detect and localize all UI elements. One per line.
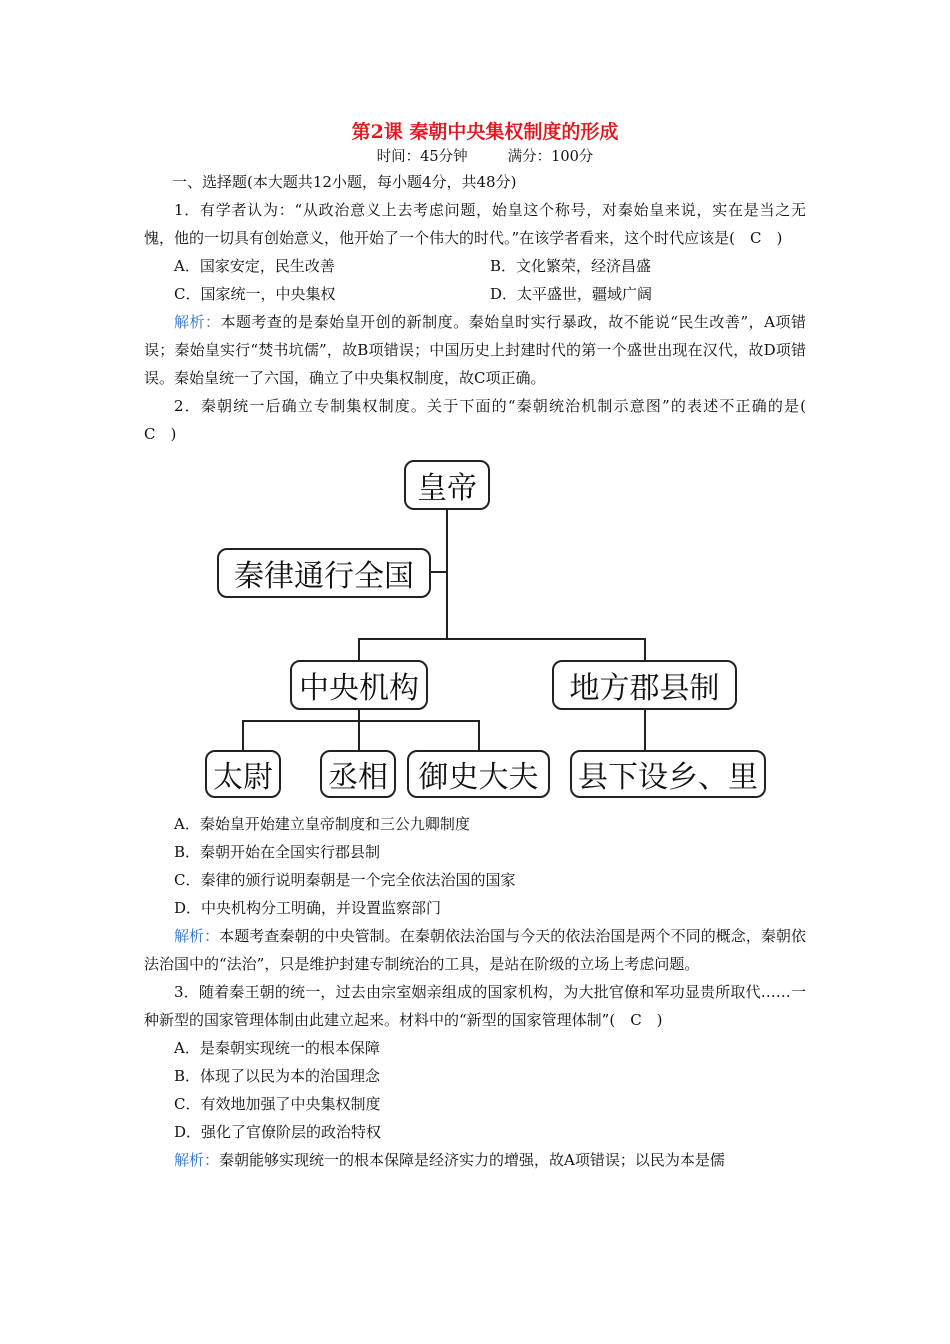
exam-time: 时间：45分钟	[376, 149, 468, 165]
q1-analysis-text: 本题考查的是秦始皇开创的新制度。秦始皇时实行暴政，故不能说“民生改善”，A项错误；秦始皇实行“焚书坑儒”，故B项错误；中国历史上封建时代的第一个盛世出现在汉代，故D项错误。秦始皇统一了六国，确立了中央集权制度，故C项正确。	[144, 313, 806, 387]
line-to-xiang	[644, 710, 646, 750]
q1-option-c: C．国家统一，中央集权	[174, 285, 336, 303]
q1-analysis-label: 解析：	[174, 313, 221, 331]
q1-options-row-2	[144, 280, 806, 308]
lesson-title: 第2课 秦朝中央集权制度的形成	[351, 121, 619, 143]
section-heading: 一、选择题(本大题共12小题，每小题4分，共48分)	[172, 173, 517, 191]
exam-score: 满分：100分	[507, 149, 594, 165]
box-local: 地方郡县制	[552, 660, 737, 710]
q3-analysis-label: 解析：	[174, 1151, 220, 1169]
q1-stem: 1．有学者认为：“从政治意义上去考虑问题，始皇这个称号，对秦始皇来说，实在是当之无愧，他的一切具有创始意义，他开始了一个伟大的时代。”在该学者看来，这个时代应该是( C )	[144, 201, 806, 247]
q2-analysis-text: 本题考查秦朝的中央管制。在秦朝依法治国与今天的依法治国是两个不同的概念，秦朝依法治国中的“法治”，只是维护封建专制统治的工具，是站在阶级的立场上考虑问题。	[144, 927, 806, 973]
line-to-taiwei	[242, 720, 244, 750]
q3-stem: 3．随着秦王朝的统一，过去由宗室姻亲组成的国家机构，为大批官僚和军功显贵所取代……一种新型的国家管理体制由此建立起来。材料中的“新型的国家管理体制”( C )	[144, 983, 806, 1029]
qin-governance-diagram	[144, 448, 806, 798]
line-emperor-trunk	[446, 510, 448, 640]
q2-stem: 2．秦朝统一后确立专制集权制度。关于下面的“秦朝统治机制示意图”的表述不正确的是( C )	[144, 397, 822, 443]
q2-analysis-label: 解析：	[174, 927, 220, 945]
q2-option-d: D．中央机构分工明确，并设置监察部门	[174, 899, 442, 917]
q3-option-a: A．是秦朝实现统一的根本保障	[174, 1039, 380, 1057]
line-to-yushi	[478, 720, 480, 750]
q1-option-d: D．太平盛世，疆域广阔	[490, 285, 653, 303]
q3-option-d: D．强化了官僚阶层的政治特权	[174, 1123, 382, 1141]
q2-option-a: A．秦始皇开始建立皇帝制度和三公九卿制度	[174, 815, 470, 833]
q1-analysis	[144, 308, 806, 392]
q3-option-c: C．有效地加强了中央集权制度	[174, 1095, 381, 1113]
box-central: 中央机构	[290, 660, 428, 710]
line-central-trunk	[358, 710, 360, 750]
q1-options-row-1	[144, 252, 806, 280]
line-level2-bar	[358, 638, 646, 640]
document-page	[144, 118, 822, 1174]
box-emperor: 皇帝	[404, 460, 490, 510]
box-taiwei: 太尉	[205, 750, 281, 798]
line-level3-bar	[242, 720, 480, 722]
line-law-branch	[429, 571, 447, 573]
q1-option-a: A．国家安定，民生改善	[174, 257, 335, 275]
q3-option-b: B．体现了以民为本的治国理念	[174, 1067, 381, 1085]
q1-option-b: B．文化繁荣，经济昌盛	[490, 257, 652, 275]
box-law: 秦律通行全国	[217, 548, 431, 598]
line-to-local	[644, 638, 646, 660]
q2-option-b: B．秦朝开始在全国实行郡县制	[174, 843, 381, 861]
line-to-central	[358, 638, 360, 660]
q2-option-c: C．秦律的颁行说明秦朝是一个完全依法治国的国家	[174, 871, 516, 889]
q2-analysis	[144, 922, 806, 978]
box-xiang: 县下设乡、里	[570, 750, 766, 798]
box-chengxiang: 丞相	[320, 750, 396, 798]
q3-analysis	[144, 1146, 806, 1174]
q3-analysis-text: 秦朝能够实现统一的根本保障是经济实力的增强，故A项错误；以民为本是儒	[219, 1151, 725, 1169]
box-yushi: 御史大夫	[407, 750, 550, 798]
exam-meta	[164, 146, 806, 168]
